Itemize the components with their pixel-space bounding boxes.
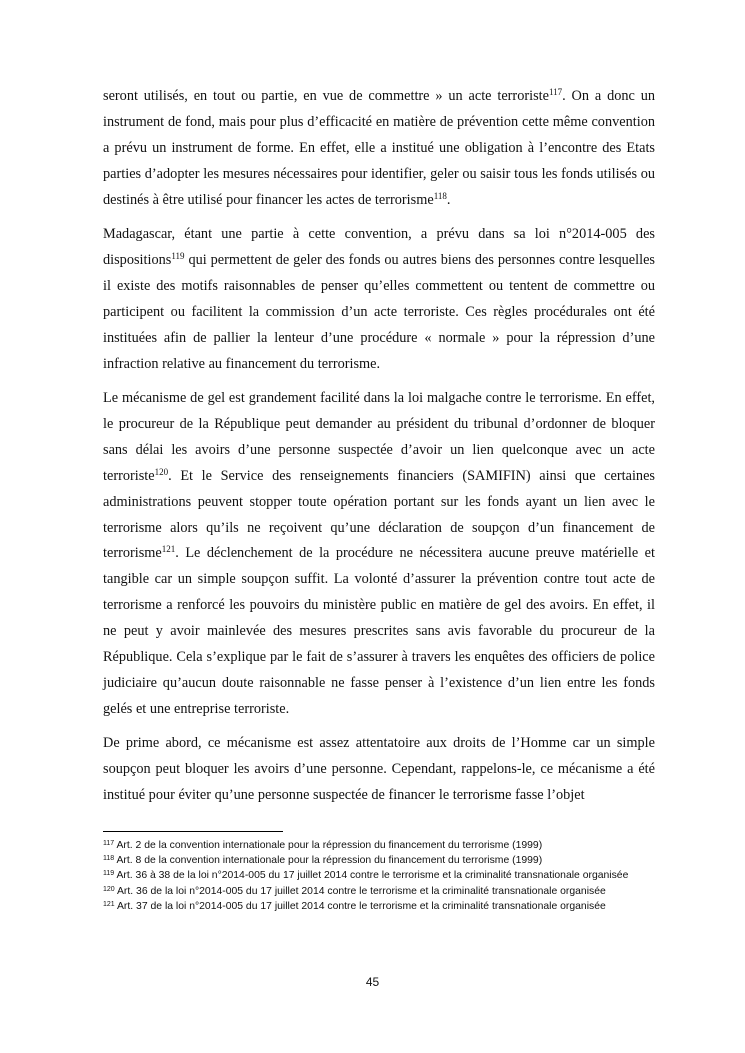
footnote-ref: 120 bbox=[154, 466, 169, 477]
paragraph bbox=[103, 731, 655, 809]
footnote bbox=[103, 838, 655, 853]
footnote-ref: 121 bbox=[161, 544, 176, 555]
footnotes bbox=[103, 838, 655, 914]
paragraph bbox=[103, 222, 655, 377]
text-run: seront utilisés, en tout ou partie, en vue de commettre » un acte terroriste bbox=[103, 88, 549, 104]
text-run: Le mécanisme de gel est grandement facilité dans la loi malgache contre le terrorisme. En effet, le procureur de la République peut demander au président du tribunal d’ordonner de bloquer sans délai les avoirs d’une personne suspectée d’avoir un lien quelconque avec un acte terroriste bbox=[103, 389, 655, 484]
body-text bbox=[103, 84, 655, 817]
footnote-separator bbox=[103, 831, 283, 832]
text-run: . Et le Service des renseignements financiers (SAMIFIN) ainsi que certaines administrations peuvent stopper toute opération portant sur les fonds ayant un lien avec le terrorisme alors qu’ils ne reçoivent qu’une déclaration de soupçon d’un financement de terrorisme bbox=[103, 467, 655, 562]
footnote bbox=[103, 884, 655, 899]
paragraph bbox=[103, 386, 655, 723]
text-run: De prime abord, ce mécanisme est assez attentatoire aux droits de l’Homme car un simple soupçon peut bloquer les avoirs d’une personne. Cependant, rappelons-le, ce mécanisme a été institué pour éviter qu’une personne suspectée de financer le terrorisme fasse l’objet bbox=[103, 735, 655, 804]
footnote bbox=[103, 899, 655, 914]
footnote-ref: 119 bbox=[171, 250, 185, 261]
footnote-number: 119 bbox=[103, 870, 115, 878]
footnote-text: Art. 37 de la loi n°2014-005 du 17 juillet 2014 contre le terrorisme et la criminalité transnationale organisée bbox=[114, 900, 606, 912]
text-run: . On a donc un instrument de fond, mais pour plus d’efficacité en matière de prévention cette même convention a prévu un instrument de forme. En effet, elle a institué une obligation à l’encontre des Etats parties d’adopter les mesures nécessaires pour identifier, geler ou saisir tous les fonds utilisés ou destinés à être utilisé pour financer les actes de terrorisme bbox=[103, 88, 655, 208]
footnote-text: Art. 36 de la loi n°2014-005 du 17 juillet 2014 contre le terrorisme et la criminalité transnationale organisée bbox=[114, 885, 606, 897]
footnote-number: 118 bbox=[103, 855, 115, 863]
text-run: . Le déclenchement de la procédure ne nécessitera aucune preuve matérielle et tangible car un simple soupçon suffit. La volonté d’assurer la prévention contre tout acte de terrorisme a renforcé les pouvoirs du ministère public en matière de gel des avoirs. En effet, il ne peut y avoir mainlevée des mesures prescrites sans avis favorable du procureur de la République. Cela s’explique par le fait de s’assurer à travers les enquêtes des officiers de police judiciaire qu’aucun doute raisonnable ne fasse penser à l’existence d’un lien entre les fonds gelés et une entreprise terroriste. bbox=[103, 545, 655, 717]
text-run: qui permettent de geler des fonds ou autres biens des personnes contre lesquelles il existe des motifs raisonnables de penser qu’elles commettent ou tentent de commettre ou participent ou facilitent la commission d’un acte terroriste. Ces règles procédurales ont été instituées afin de pallier la lenteur d’une procédure « normale » pour la répression d’une infraction relative au financement du terrorisme. bbox=[103, 251, 655, 372]
footnote-text: Art. 36 à 38 de la loi n°2014-005 du 17 juillet 2014 contre le terrorisme et la criminalité transnationale organisée bbox=[114, 870, 629, 882]
footnote-ref: 117 bbox=[548, 87, 563, 97]
footnote-text: Art. 8 de la convention internationale pour la répression du financement du terrorisme (1999) bbox=[114, 855, 543, 867]
footnote bbox=[103, 868, 655, 883]
footnote-number: 121 bbox=[103, 900, 115, 908]
text-run: Madagascar, étant une partie à cette convention, a prévu dans sa loi n°2014-005 des dispositions bbox=[103, 226, 655, 268]
footnote-number: 117 bbox=[103, 840, 115, 847]
footnote-text: Art. 2 de la convention internationale pour la répression du financement du terrorisme (1999) bbox=[114, 840, 543, 851]
paragraph bbox=[103, 84, 655, 214]
page-number: 45 bbox=[365, 975, 380, 989]
footnote bbox=[103, 853, 655, 868]
footnote-number: 120 bbox=[103, 885, 115, 893]
text-run: . bbox=[446, 191, 451, 208]
footnote-ref: 118 bbox=[433, 190, 447, 201]
